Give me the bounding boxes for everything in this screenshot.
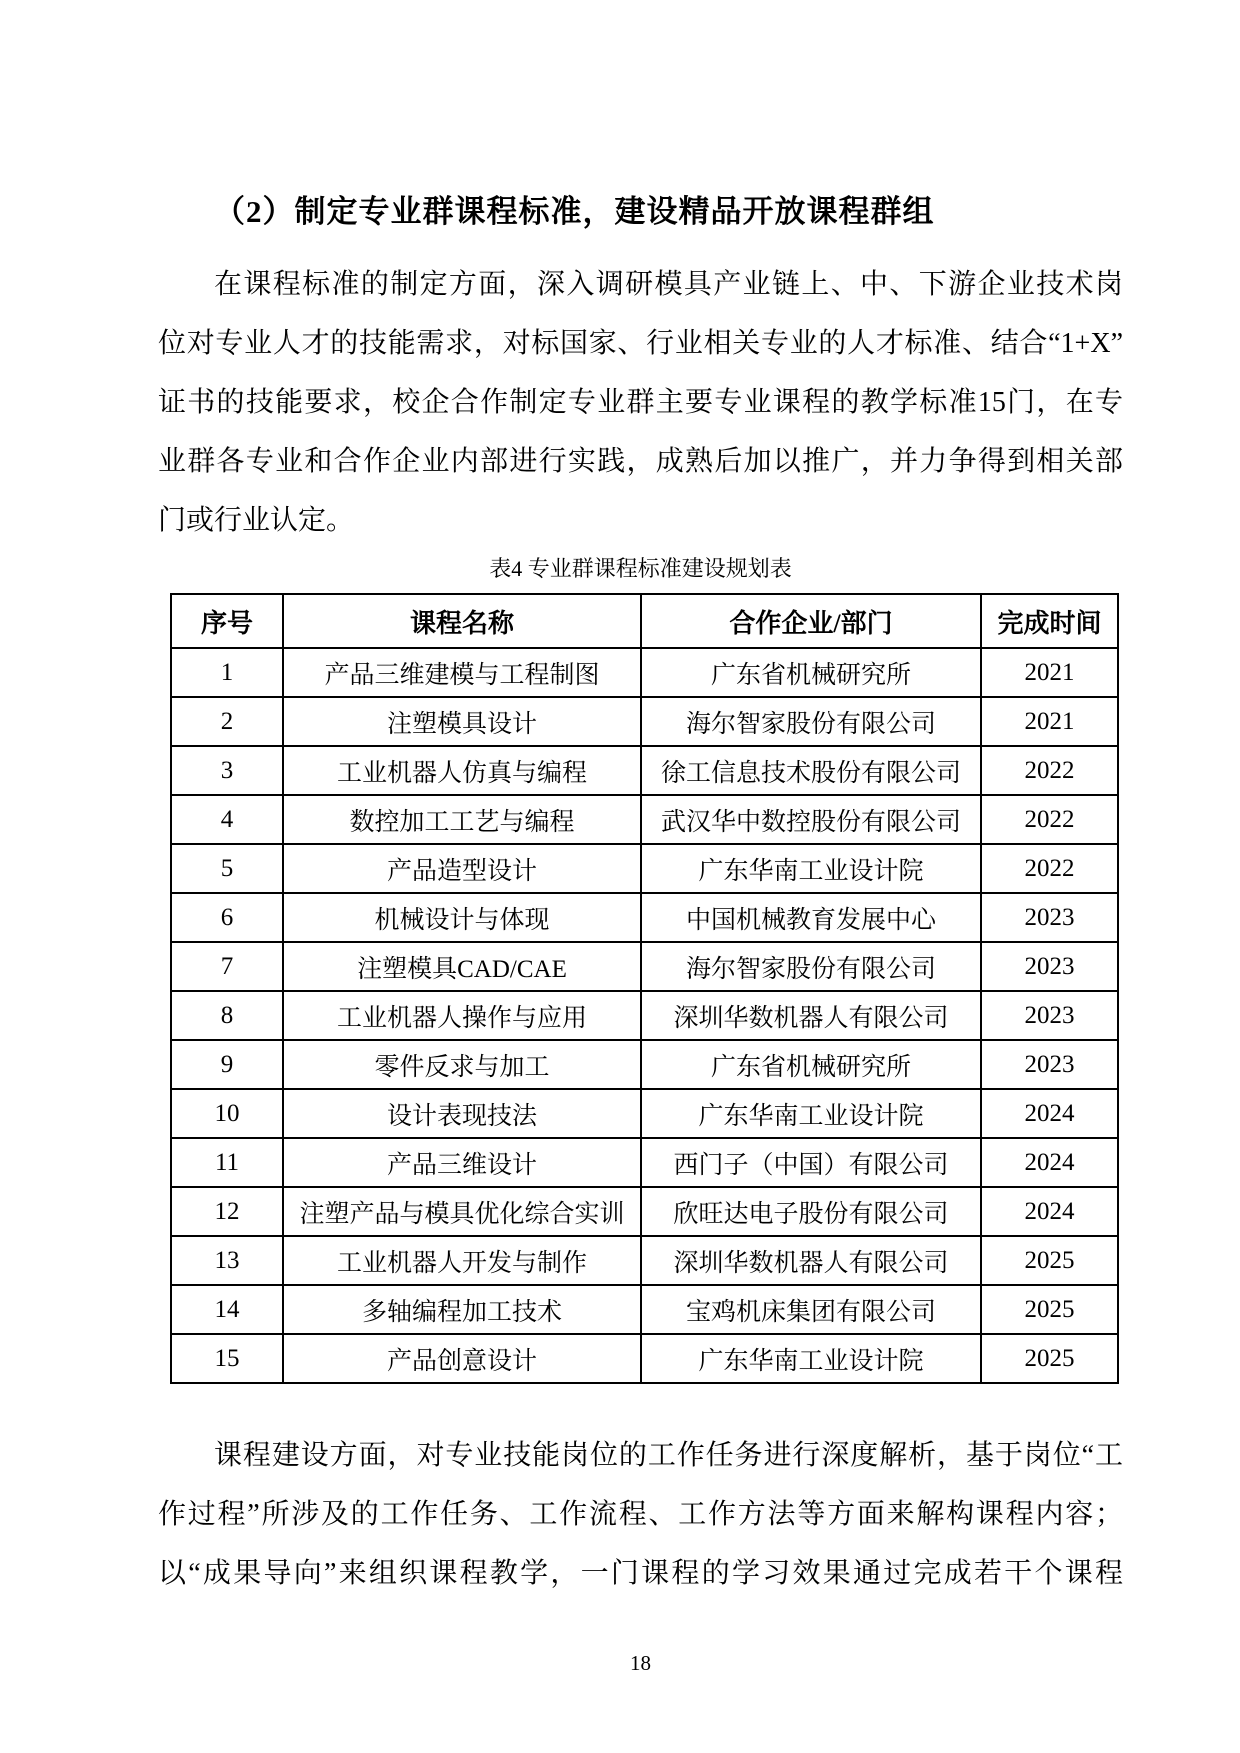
table-row: [171, 991, 1118, 1040]
cell-course: 多轴编程加工技术: [283, 1285, 641, 1334]
cell-course: 工业机器人仿真与编程: [283, 746, 641, 795]
cell-year: 2022: [981, 795, 1118, 844]
cell-year: 2025: [981, 1236, 1118, 1285]
cell-year: 2025: [981, 1285, 1118, 1334]
cell-partner: 海尔智家股份有限公司: [641, 942, 981, 991]
cell-no: 10: [171, 1089, 283, 1138]
table-row: [171, 844, 1118, 893]
cell-course: 产品三维设计: [283, 1138, 641, 1187]
column-header: 课程名称: [283, 594, 641, 648]
page-content: [158, 0, 1123, 1677]
cell-partner: 广东华南工业设计院: [641, 1089, 981, 1138]
cell-year: 2024: [981, 1138, 1118, 1187]
section-heading: （2）制定专业群课程标准，建设精品开放课程群组: [214, 194, 935, 229]
cell-year: 2021: [981, 697, 1118, 746]
course-table-body: [171, 648, 1118, 1383]
table-header-row: [171, 594, 1118, 648]
paragraph-line: 业群各专业和合作企业内部进行实践，成熟后加以推广，并力争得到相关部: [158, 446, 1123, 477]
paragraph-line: 证书的技能要求，校企合作制定专业群主要专业课程的教学标准15门，在专: [158, 387, 1123, 418]
cell-no: 14: [171, 1285, 283, 1334]
table-row: [171, 697, 1118, 746]
table-row: [171, 893, 1118, 942]
table-row: [171, 1285, 1118, 1334]
cell-course: 零件反求与加工: [283, 1040, 641, 1089]
cell-partner: 宝鸡机床集团有限公司: [641, 1285, 981, 1334]
cell-year: 2023: [981, 991, 1118, 1040]
column-header: 完成时间: [981, 594, 1118, 648]
cell-partner: 中国机械教育发展中心: [641, 893, 981, 942]
cell-year: 2023: [981, 942, 1118, 991]
table-row: [171, 1334, 1118, 1383]
cell-course: 工业机器人开发与制作: [283, 1236, 641, 1285]
cell-course: 工业机器人操作与应用: [283, 991, 641, 1040]
cell-no: 1: [171, 648, 283, 697]
cell-no: 15: [171, 1334, 283, 1383]
cell-course: 机械设计与体现: [283, 893, 641, 942]
cell-course: 产品创意设计: [283, 1334, 641, 1383]
table-row: [171, 746, 1118, 795]
cell-partner: 深圳华数机器人有限公司: [641, 1236, 981, 1285]
cell-year: 2025: [981, 1334, 1118, 1383]
course-standards-table: [170, 593, 1119, 1384]
paragraph-line: 在课程标准的制定方面，深入调研模具产业链上、中、下游企业技术岗: [214, 269, 1123, 300]
cell-no: 4: [171, 795, 283, 844]
cell-partner: 广东华南工业设计院: [641, 1334, 981, 1383]
cell-course: 产品造型设计: [283, 844, 641, 893]
table-row: [171, 648, 1118, 697]
cell-course: 注塑模具设计: [283, 697, 641, 746]
cell-no: 2: [171, 697, 283, 746]
paragraph-line: 课程建设方面，对专业技能岗位的工作任务进行深度解析，基于岗位“工: [214, 1440, 1123, 1471]
cell-partner: 徐工信息技术股份有限公司: [641, 746, 981, 795]
cell-partner: 广东华南工业设计院: [641, 844, 981, 893]
cell-no: 8: [171, 991, 283, 1040]
paragraph-course-construction: [158, 1426, 1123, 1603]
cell-no: 12: [171, 1187, 283, 1236]
cell-partner: 欣旺达电子股份有限公司: [641, 1187, 981, 1236]
cell-year: 2024: [981, 1089, 1118, 1138]
cell-partner: 西门子（中国）有限公司: [641, 1138, 981, 1187]
cell-year: 2023: [981, 1040, 1118, 1089]
cell-partner: 广东省机械研究所: [641, 1040, 981, 1089]
cell-course: 设计表现技法: [283, 1089, 641, 1138]
cell-no: 9: [171, 1040, 283, 1089]
paragraph-line: 作过程”所涉及的工作任务、工作流程、工作方法等方面来解构课程内容；: [158, 1499, 1123, 1530]
cell-partner: 海尔智家股份有限公司: [641, 697, 981, 746]
cell-partner: 深圳华数机器人有限公司: [641, 991, 981, 1040]
table-row: [171, 1187, 1118, 1236]
cell-partner: 广东省机械研究所: [641, 648, 981, 697]
cell-year: 2021: [981, 648, 1118, 697]
cell-year: 2024: [981, 1187, 1118, 1236]
cell-course: 数控加工工艺与编程: [283, 795, 641, 844]
table-row: [171, 795, 1118, 844]
cell-no: 13: [171, 1236, 283, 1285]
cell-no: 6: [171, 893, 283, 942]
column-header: 合作企业/部门: [641, 594, 981, 648]
cell-no: 11: [171, 1138, 283, 1187]
table-row: [171, 1236, 1118, 1285]
paragraph-line: 以“成果导向”来组织课程教学，一门课程的学习效果通过完成若干个课程: [158, 1558, 1123, 1589]
cell-partner: 武汉华中数控股份有限公司: [641, 795, 981, 844]
cell-year: 2023: [981, 893, 1118, 942]
cell-year: 2022: [981, 746, 1118, 795]
cell-no: 7: [171, 942, 283, 991]
table-row: [171, 1138, 1118, 1187]
page-number: 18: [630, 1651, 651, 1675]
table-row: [171, 1040, 1118, 1089]
table-caption: 表4 专业群课程标准建设规划表: [489, 556, 792, 581]
paragraph-line: 门或行业认定。: [158, 505, 355, 536]
cell-course: 注塑模具CAD/CAE: [283, 942, 641, 991]
table-row: [171, 942, 1118, 991]
column-header: 序号: [171, 594, 283, 648]
paragraph-line: 位对专业人才的技能需求，对标国家、行业相关专业的人才标准、结合“1+X”: [158, 328, 1123, 359]
paragraph-course-standards: [158, 255, 1123, 550]
cell-course: 产品三维建模与工程制图: [283, 648, 641, 697]
cell-year: 2022: [981, 844, 1118, 893]
cell-course: 注塑产品与模具优化综合实训: [283, 1187, 641, 1236]
cell-no: 5: [171, 844, 283, 893]
cell-no: 3: [171, 746, 283, 795]
table-row: [171, 1089, 1118, 1138]
